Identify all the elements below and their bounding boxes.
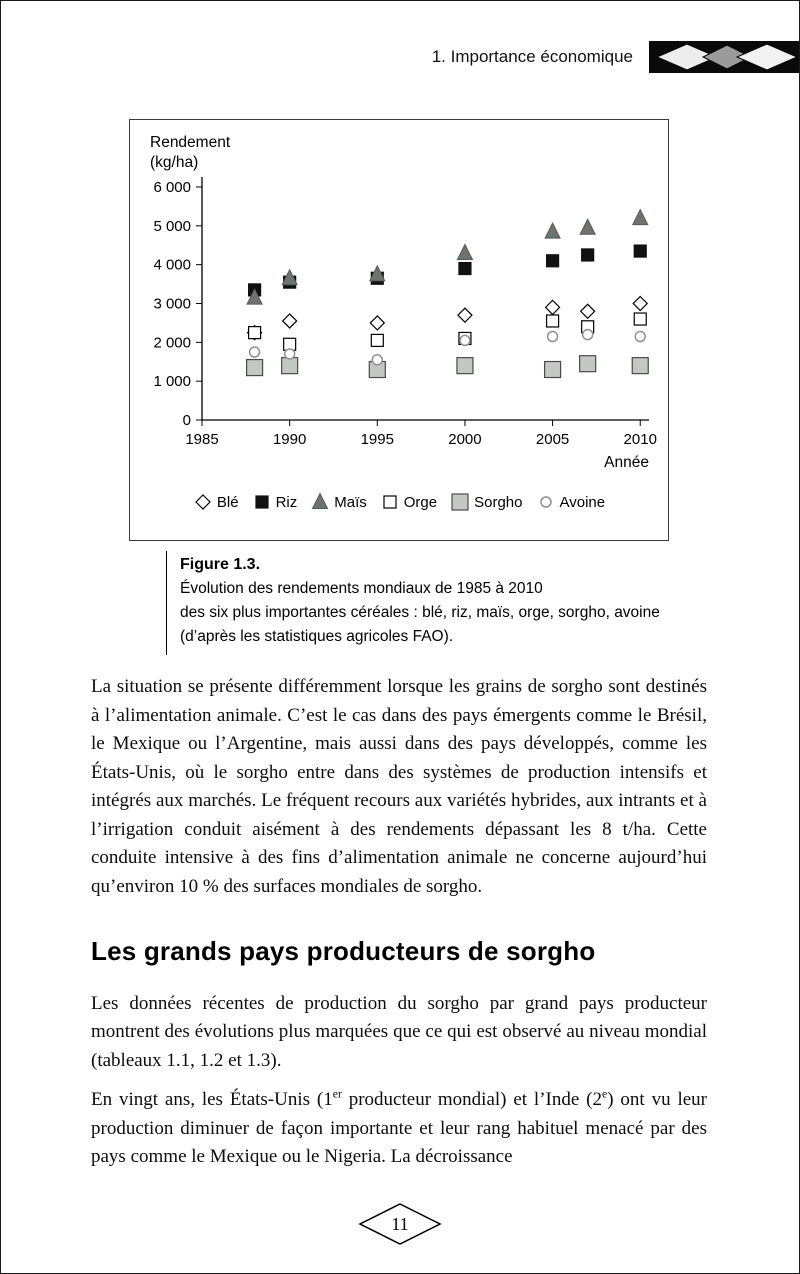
superscript-ordinal: e [602,1087,608,1101]
legend-label: Blé [216,493,239,511]
superscript-ordinal: er [332,1087,342,1101]
figure-caption-line: (d’après les statistiques agricoles FAO). [180,628,454,645]
svg-text:1 000: 1 000 [153,373,191,391]
svg-text:2000: 2000 [448,431,482,448]
legend-label: Sorgho [474,493,523,511]
page-header [1,41,799,73]
figure-caption-title: Figure 1.3. [180,556,261,573]
figure-caption [166,551,691,655]
svg-text:2005: 2005 [535,431,570,448]
body-text [91,673,707,1172]
svg-text:0: 0 [182,412,191,429]
legend-marker-icon [380,492,400,512]
svg-text:6 000: 6 000 [153,179,191,196]
figure-caption-line: des six plus importantes céréales : blé, riz, maïs, orge, sorgho, avoine [180,604,660,621]
svg-text:Année: Année [604,454,649,471]
svg-text:1985: 1985 [185,431,219,448]
svg-text:(kg/ha): (kg/ha) [150,154,199,171]
chapter-title: 1. Importance économique [431,47,633,66]
header-ornament [649,41,799,73]
legend-item-blé [193,492,239,512]
yield-scatter-chart [130,120,668,488]
svg-text:5 000: 5 000 [153,217,191,235]
figure-caption-line: Évolution des rendements mondiaux de 1985 à 2010 [180,580,543,597]
paragraph-3-text: En vingt ans, les États-Unis (1 [91,1089,333,1110]
legend-label: Orge [403,493,438,511]
paragraph-1: La situation se présente différemment lorsque les grains de sorgho sont destinés à l’alimentation animale. C’est le cas dans des pays émergents comme le Brésil, le Mexique ou l’Argentine, mais aussi dans des pays développés, comme les États-Unis, où le sorgho entre dans des systèmes de production intensifs et intégrés aux marchés. Le fréquent recours aux variétés hybrides, aux intrants et à l’irrigation conduit aisément à des rendements dépassant les 8 t/ha. Cette conduite intensive à des fins d’alimentation animale ne concerne aujourd’hui qu’environ 10 % des surfaces mondiales de sorgho. [91,676,707,897]
legend-item-sorgho [450,492,522,512]
svg-text:4 000: 4 000 [153,256,191,274]
page-number-diamond [356,1201,444,1247]
legend-marker-icon [310,492,330,512]
legend-marker-icon [193,492,213,512]
figure-chart-box [129,119,669,541]
paragraph-3-text: producteur mondial) et l’Inde (2 [341,1089,602,1110]
legend-marker-icon [252,492,272,512]
legend-label: Maïs [334,493,367,511]
svg-text:1990: 1990 [272,431,307,448]
svg-text:1995: 1995 [360,431,394,448]
paragraph-3-text: ) ont vu leur production diminuer de façon importante et leur rang habituel menacé par des pays comme le Mexique ou le Nigeria. La décroissance [91,1089,707,1167]
legend-label: Riz [275,493,298,511]
svg-text:2 000: 2 000 [153,334,191,352]
paragraph-3 [91,1086,707,1172]
legend-item-maïs [310,492,367,512]
page-footer [1,1201,799,1247]
legend-item-riz [252,492,298,512]
legend-marker-icon [450,492,470,512]
legend-marker-icon [536,492,556,512]
svg-text:2010: 2010 [623,431,657,448]
svg-text:Rendement: Rendement [150,134,231,151]
chart-legend [130,492,668,512]
legend-item-avoine [536,492,606,512]
legend-item-orge [380,492,437,512]
svg-text:3 000: 3 000 [153,295,191,313]
page-number: 11 [391,1214,409,1234]
paragraph-2: Les données récentes de production du sorgho par grand pays producteur montrent des évolutions plus marquées que ce qui est observé au niveau mondial (tableaux 1.1, 1.2 et 1.3). [91,992,707,1071]
section-heading: Les grands pays producteurs de sorgho [91,936,596,966]
legend-label: Avoine [559,493,606,511]
